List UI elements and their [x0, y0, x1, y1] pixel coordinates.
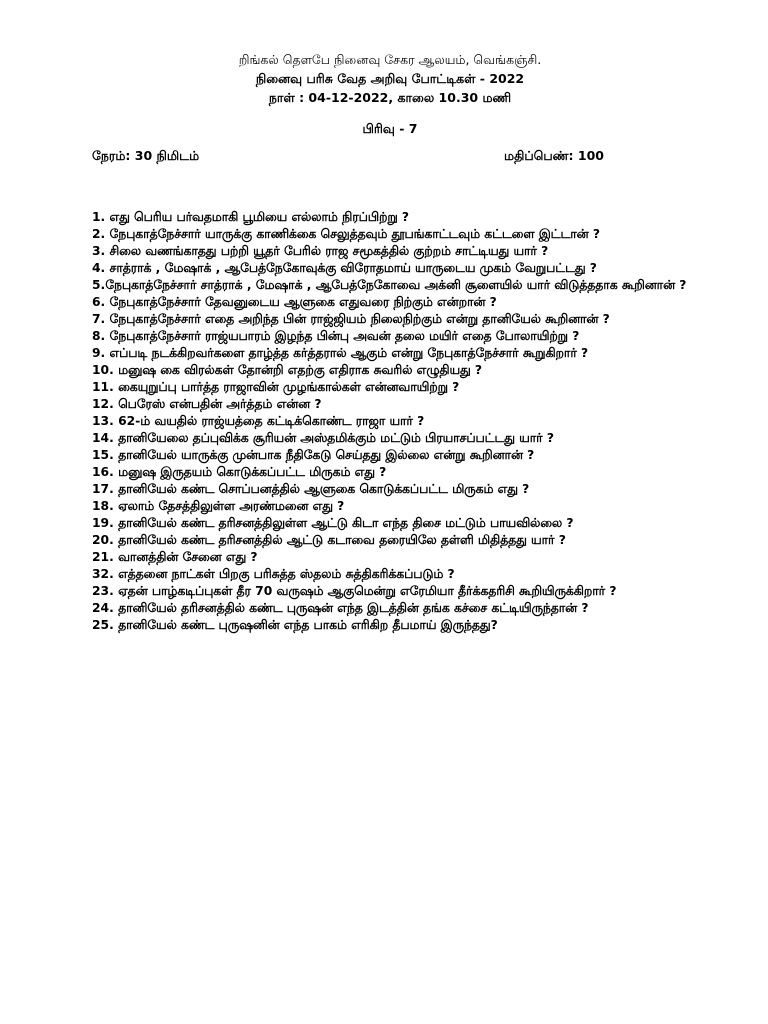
date-time: நாள் : 04-12-2022, காலை 10.30 மணி — [268, 90, 512, 105]
question-item: 5.நேபுகாத்நேச்சார் சாத்ராக் , மேஷாக் , ஆபேத்நேகோவை அக்னி சூளையில் யார் விடுத்ததாக கூறினான் ? — [92, 278, 687, 292]
question-item: 19. தானியேல் கண்ட தரிசனத்திலுள்ள ஆட்டு கிடா எந்த திசை மட்டும் பாயவில்லை ? — [92, 516, 574, 530]
question-item: 24. தானியேல் தரிசனத்தில் கண்ட புருஷன் எந்த இடத்தின் தங்க கச்சை கட்டியிருந்தான் ? — [92, 601, 589, 615]
question-item: 8. நேபுகாத்நேச்சார் ராஜ்யபாரம் இழந்த பின்பு அவன் தலை மயிர் எதை போலாயிற்று ? — [92, 329, 580, 343]
question-item: 1. எது பெரிய பர்வதமாகி பூமியை எல்லாம் நிரப்பிற்று ? — [92, 210, 410, 224]
question-list — [92, 209, 688, 634]
question-item: 3. சிலை வணங்காதது பற்றி யூதர் பேரில் ராஜ சமூகத்தில் குற்றம் சாட்டியது யார் ? — [92, 244, 549, 258]
question-item: 7. நேபுகாத்நேச்சார் எதை அறிந்த பின் ராஜ்ஜியம் நிலைநிற்கும் என்று தானியேல் கூறினான் ? — [92, 312, 610, 326]
competition-title: நினைவு பரிசு வேத அறிவு போட்டிகள் - 2022 — [255, 71, 525, 86]
question-item: 11. கையுறுப்பு பார்த்த ராஜாவின் முழங்கால்கள் என்னவாயிற்று ? — [92, 380, 460, 394]
question-item: 4. சாத்ராக் , மேஷாக் , ஆபேத்நேகோவுக்கு விரோதமாய் யாருடைய முகம் வேறுபட்டது ? — [92, 261, 597, 275]
question-item: 25. தானியேல் கண்ட புருஷனின் எந்த பாகம் எரிகிற தீபமாய் இருந்தது? — [92, 618, 498, 632]
question-item: 32. எத்தனை நாட்கள் பிறகு பரிசுத்த ஸ்தலம் சுத்திகரிக்கப்படும் ? — [92, 567, 455, 581]
question-item: 21. வானத்தின் சேனை எது ? — [92, 550, 258, 564]
question-item: 23. ஏதன் பாழ்கடிப்புகள் தீர 70 வருஷம் ஆகுமென்று எரேமியா தீர்க்கதரிசி கூறியிருக்கிறார் ? — [92, 584, 617, 598]
question-item: 2. நேபுகாத்நேச்சார் யாருக்கு காணிக்கை செலுத்தவும் தூபங்காட்டவும் கட்டளை இட்டான் ? — [92, 227, 600, 241]
question-item: 17. தானியேல் கண்ட சொப்பனத்தில் ஆளுகை கொடுக்கப்பட்ட மிருகம் எது ? — [92, 482, 530, 496]
question-item: 6. நேபுகாத்நேச்சார் தேவனுடைய ஆளுகை எதுவரை நிற்கும் என்றான் ? — [92, 295, 497, 309]
question-item: 18. ஏலாம் தேசத்திலுள்ள அரண்மனை எது ? — [92, 499, 345, 513]
question-item: 15. தானியேல் யாருக்கு முன்பாக நீதிகேடு செய்தது இல்லை என்று கூறினான் ? — [92, 448, 535, 462]
church-name: றிங்கல் தௌபே நினைவு சேகர ஆலயம், வெங்கஞ்சி. — [238, 52, 542, 67]
question-item: 20. தானியேல் கண்ட தரிசனத்தில் ஆட்டு கடாவை தரையிலே தள்ளி மிதித்தது யார் ? — [92, 533, 566, 547]
question-item: 16. மனுஷ இருதயம் கொடுக்கப்பட்ட மிருகம் எது ? — [92, 465, 387, 479]
question-item: 14. தானியேலை தப்புவிக்க சூரியன் அஸ்தமிக்கும் மட்டும் பிரயாசப்பட்டது யார் ? — [92, 431, 554, 445]
total-marks: மதிப்பெண்: 100 — [504, 148, 604, 163]
question-item: 9. எப்படி நடக்கிறவர்களை தாழ்த்த கர்த்தரால் ஆகும் என்று நேபுகாத்நேச்சார் கூறுகிறார் ? — [92, 346, 589, 360]
question-item: 12. பெரேஸ் என்பதின் அர்த்தம் என்ன ? — [92, 397, 322, 411]
time-limit: நேரம்: 30 நிமிடம் — [92, 148, 200, 163]
exam-meta — [92, 148, 688, 165]
question-item: 10. மனுஷ கை விரல்கள் தோன்றி எதற்கு எதிராக சுவரில் எழுதியது ? — [92, 363, 483, 377]
question-item: 13. 62-ம் வயதில் ராஜ்யத்தை கட்டிக்கொண்ட ராஜா யார் ? — [92, 414, 425, 428]
section-title: பிரிவு - 7 — [362, 121, 418, 136]
document-header — [92, 50, 688, 107]
